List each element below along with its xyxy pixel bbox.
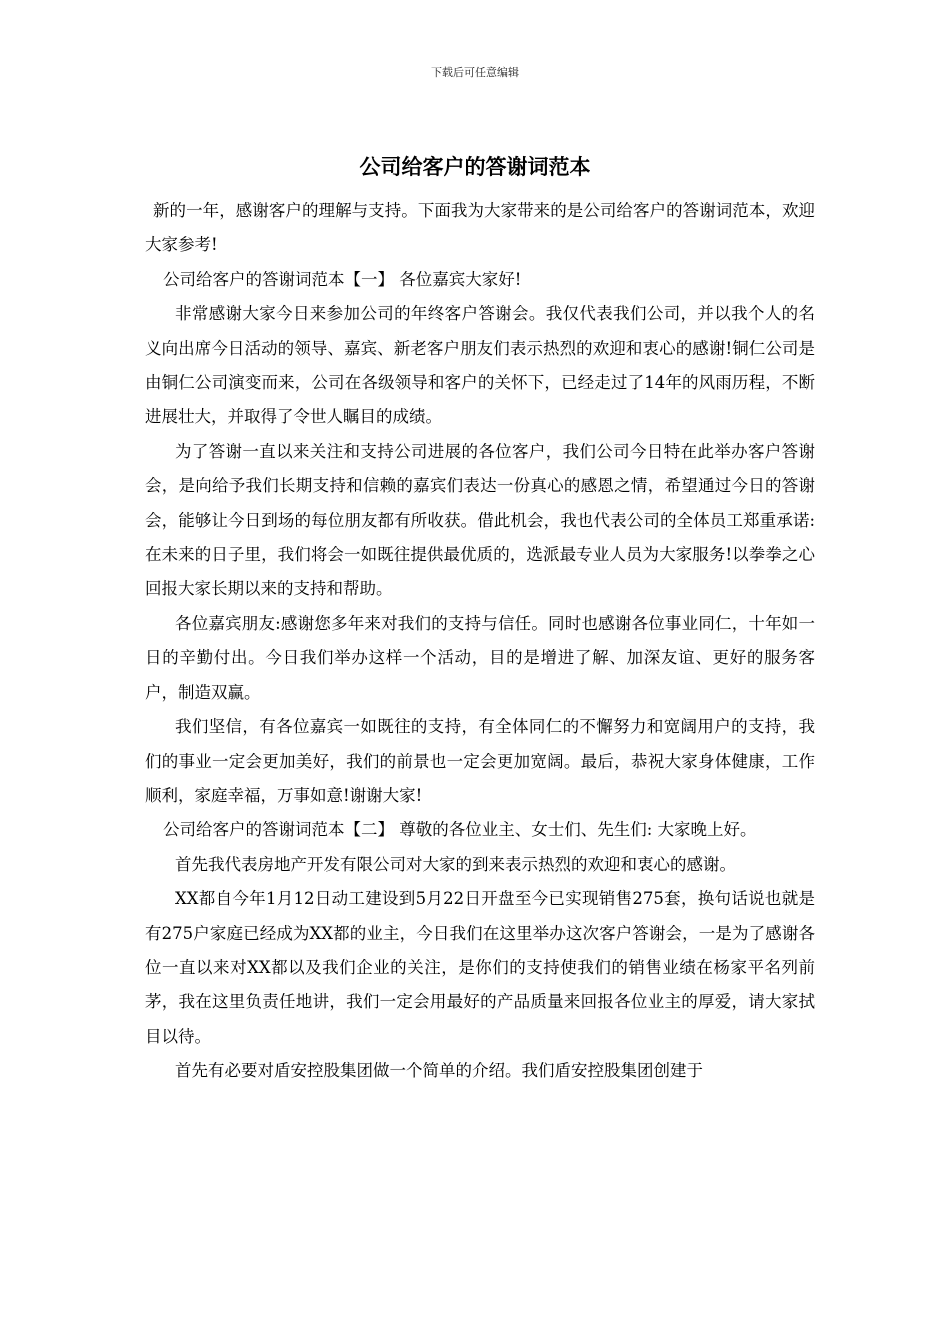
paragraph: 各位嘉宾朋友:感谢您多年来对我们的支持与信任。同时也感谢各位事业同仁，十年如一日的辛勤付出。今日我们举办这样一个活动，目的是增进了解、加深友谊、更好的服务客户，制造双赢。 xyxy=(145,613,815,702)
paragraph: 为了答谢一直以来关注和支持公司进展的各位客户，我们公司今日特在此举办客户答谢会，是向给予我们长期支持和信赖的嘉宾们表达一份真心的感恩之情，希望通过今日的答谢会，能够让今日到场的每位朋友都有所收获。借此机会，我也代表公司的全体员工郑重承诺:在未来的日子里，我们将会一如既往提供最优质的，选派最专业人员为大家服务!以拳拳之心回报大家长期以来的支持和帮助。 xyxy=(145,441,815,599)
paragraph: XX都自今年1月12日动工建设到5月22日开盘至今已实现销售275套，换句话说也就是有275户家庭已经成为XX都的业主，今日我们在这里举办这次客户答谢会，一是为了感谢各位一直以来对XX都以及我们企业的关注，是你们的支持使我们的销售业绩在杨家平名列前茅，我在这里负责任地讲，我们一定会用最好的产品质量来回报各位业主的厚爱，请大家拭目以待。 xyxy=(145,889,815,1046)
paragraph-intro: 新的一年，感谢客户的理解与支持。下面我为大家带来的是公司给客户的答谢词范本，欢迎大家参考! xyxy=(145,201,815,255)
paragraph: 我们坚信，有各位嘉宾一如既往的支持，有全体同仁的不懈努力和宽阔用户的支持，我们的事业一定会更加美好，我们的前景也一定会更加宽阔。最后，恭祝大家身体健康，工作顺利，家庭幸福，万事如意!谢谢大家! xyxy=(145,717,815,805)
document-body xyxy=(145,194,815,1089)
document-title: 公司给客户的答谢词范本 xyxy=(359,155,591,179)
paragraph: 首先有必要对盾安控股集团做一个简单的介绍。我们盾安控股集团创建于 xyxy=(175,1061,703,1081)
paragraph: 非常感谢大家今日来参加公司的年终客户答谢会。我仅代表我们公司，并以我个人的名义向出席今日活动的领导、嘉宾、新老客户朋友们表示热烈的欢迎和衷心的感谢!铜仁公司是由铜仁公司演变而来，公司在各级领导和客户的关怀下，已经走过了14年的风雨历程，不断进展壮大，并取得了令世人瞩目的成绩。 xyxy=(145,304,815,427)
header-note: 下载后可任意编辑 xyxy=(431,66,519,79)
section-heading-two: 公司给客户的答谢词范本【二】 尊敬的各位业主、女士们、先生们: 大家晚上好。 xyxy=(163,820,757,840)
paragraph: 首先我代表房地产开发有限公司对大家的到来表示热烈的欢迎和衷心的感谢。 xyxy=(175,854,736,874)
section-heading-one: 公司给客户的答谢词范本【一】 各位嘉宾大家好! xyxy=(163,269,522,289)
